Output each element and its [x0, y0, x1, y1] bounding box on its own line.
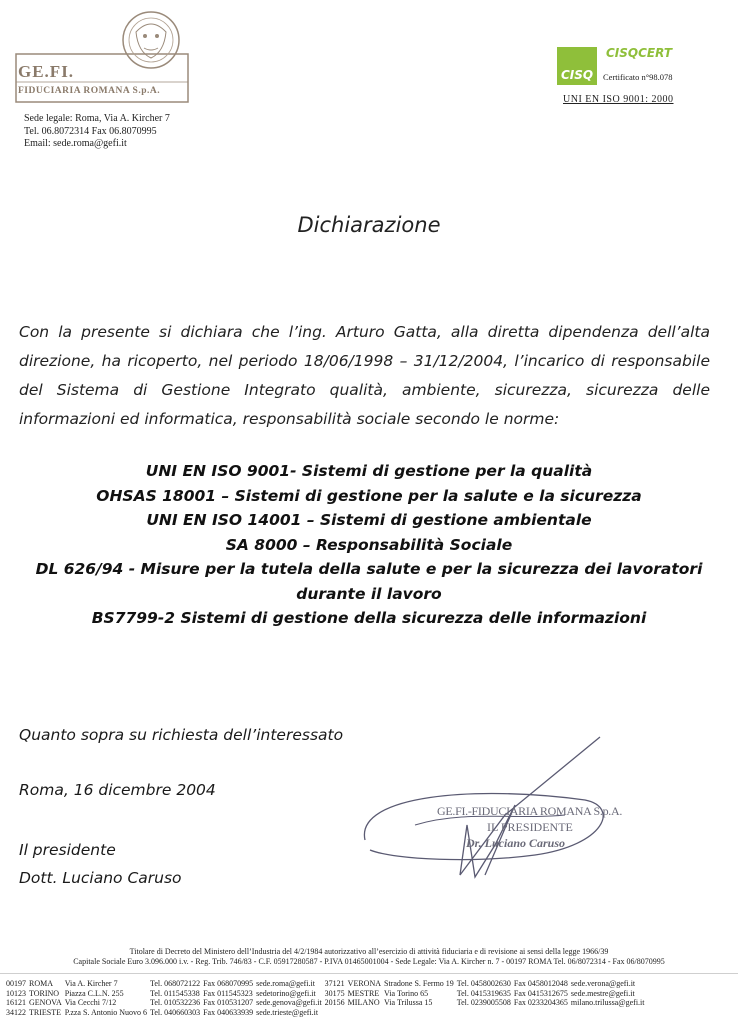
norm-item: durante il lavoro	[296, 584, 442, 603]
certificate-standard: UNI EN ISO 9001: 2000	[563, 94, 674, 105]
president-name: Dott. Luciano Caruso	[19, 869, 182, 887]
norms-list	[0, 459, 738, 631]
norm-item: SA 8000 – Responsabilità Sociale	[225, 535, 513, 554]
office-cell: Fax 010531207	[203, 998, 254, 1007]
office-cell: 16121	[6, 998, 26, 1007]
office-cell: ROMA	[29, 979, 54, 988]
office-cell: sede.genova@gefi.it	[256, 998, 322, 1007]
office-cell: P.zza S. Antonio Nuovo 6	[64, 1007, 147, 1017]
office-cell: Tel. 040660303	[149, 1007, 201, 1017]
office-cell: 37121	[324, 979, 345, 988]
closing-statement: Quanto sopra su richiesta dell’interessato	[19, 726, 344, 744]
office-row	[6, 998, 647, 1008]
office-cell: milano.trilussa@gefi.it	[570, 998, 645, 1007]
office-row	[6, 989, 647, 999]
cisq-cert-brand: CISQCERT	[606, 46, 673, 60]
place-date: Roma, 16 dicembre 2004	[19, 781, 216, 799]
footer-divider	[0, 973, 738, 974]
office-row	[6, 979, 647, 989]
office-cell: Tel. 0415319635	[456, 988, 511, 998]
office-cell: Tel. 068072122	[149, 979, 201, 988]
office-cell: Tel. 011545338	[149, 988, 200, 998]
office-cell: Fax 011545323	[203, 988, 253, 998]
office-cell: 30175	[324, 988, 345, 998]
norm-item: DL 626/94 - Misure per la tutela della salute e per la sicurezza dei lavoratori	[35, 560, 703, 578]
company-logo	[12, 8, 192, 113]
stamp-role: IL PRESIDENTE	[487, 820, 573, 834]
office-cell	[348, 1008, 384, 1018]
declaration-body: Con la presente si dichiara che l’ing. Arturo Gatta, alla diretta dipendenza dell’alta direzione, ha ricoperto, nel periodo 18/06/1998 – 31/12/2004, l’incarico di responsabile del Sistema di Gestione Integrato qualità, ambiente, sicurezza, sicurezza delle informazioni ed informatica, responsabilità sociale secondo le norme:	[19, 323, 710, 428]
logo-subtitle: FIDUCIARIA ROMANA S.p.A.	[18, 86, 161, 96]
cisq-badge-icon: CISQ	[557, 47, 597, 85]
stamp-company: GE.FI.-FIDUCIARIA ROMANA S.p.A.	[437, 804, 623, 818]
office-cell	[571, 1008, 648, 1018]
office-cell: Via Cecchi 7/12	[64, 998, 117, 1007]
office-cell: sede.mestre@gefi.it	[570, 988, 635, 998]
office-cell: Via A. Kircher 7	[64, 979, 118, 988]
office-cell: 20156	[324, 998, 345, 1007]
office-cell: GENOVA	[29, 998, 62, 1007]
office-cell: Fax 040633939	[203, 1007, 254, 1017]
office-cell: sede.verona@gefi.it	[570, 979, 636, 988]
norm-item: UNI EN ISO 9001- Sistemi di gestione per la qualità	[145, 462, 593, 480]
footer-legal-line: Titolare di Decreto del Ministero dell’Industria del 4/2/1984 autorizzativo all’esercizio di attività fiduciaria e di revisione ai sensi della legge 1966/39	[129, 947, 609, 956]
offices-table	[6, 979, 647, 1017]
email-line: Email: sede.roma@gefi.it	[24, 138, 127, 149]
office-cell: Tel. 010532236	[149, 998, 201, 1007]
footer-legal-line: Capitale Sociale Euro 3.096.000 i.v. - Reg. Trib. 746/83 - C.F. 05917280587 - P.IVA 01465001004 - Sede Legale: Via A. Kircher n. 7 - 00197 ROMA Tel. 06/8072314 - Fax 06/8070995	[73, 957, 665, 966]
office-cell: Stradone S. Fermo 19	[384, 979, 454, 988]
office-cell	[457, 1008, 514, 1018]
office-cell: Fax 0233204365	[513, 998, 568, 1007]
office-cell: 00197	[6, 979, 26, 988]
office-cell: sedetorino@gefi.it	[256, 988, 316, 998]
office-row	[6, 1008, 647, 1018]
office-cell: VERONA	[347, 979, 382, 988]
office-cell: Fax 0458012048	[513, 979, 568, 988]
office-cell: Via Torino 65	[384, 988, 429, 998]
document-title: Dichiarazione	[297, 213, 441, 237]
office-cell	[325, 1008, 348, 1018]
norm-item: BS7799-2 Sistemi di gestione della sicurezza delle informazioni	[91, 609, 647, 627]
logo-name: GE.FI.	[18, 62, 75, 81]
office-cell: Tel. 0239005508	[456, 998, 511, 1007]
office-cell: MESTRE	[347, 988, 380, 998]
stamp-name: Dr. Luciano Caruso	[466, 836, 566, 850]
office-cell: 10123	[6, 988, 26, 998]
office-cell	[514, 1008, 571, 1018]
office-cell: Tel. 0458002630	[456, 979, 511, 988]
office-cell: Fax 068070995	[203, 979, 254, 988]
office-cell: sede.trieste@gefi.it	[256, 1007, 319, 1017]
norm-item: OHSAS 18001 – Sistemi di gestione per la salute e la sicurezza	[96, 486, 642, 505]
letterhead-address	[24, 113, 170, 151]
president-label: Il presidente	[19, 841, 116, 859]
address-line: Sede legale: Roma, Via A. Kircher 7	[24, 113, 170, 124]
office-cell	[384, 1008, 457, 1018]
phone-line: Tel. 06.8072314 Fax 06.8070995	[24, 125, 157, 137]
office-cell: MILANO	[347, 998, 380, 1007]
norm-item: UNI EN ISO 14001 – Sistemi di gestione ambientale	[146, 511, 592, 529]
office-cell: sede.roma@gefi.it	[256, 979, 315, 988]
office-cell: Via Trilussa 15	[384, 998, 433, 1007]
certificate-number: Certificato n°98.078	[603, 72, 673, 82]
office-cell: 34122	[6, 1007, 26, 1017]
office-cell: Piazza C.L.N. 255	[64, 988, 124, 998]
office-cell: TORINO	[29, 988, 60, 998]
office-cell: TRIESTE	[29, 1007, 61, 1017]
logo-emblem	[12, 8, 192, 113]
office-cell: Fax 0415312675	[513, 988, 568, 998]
